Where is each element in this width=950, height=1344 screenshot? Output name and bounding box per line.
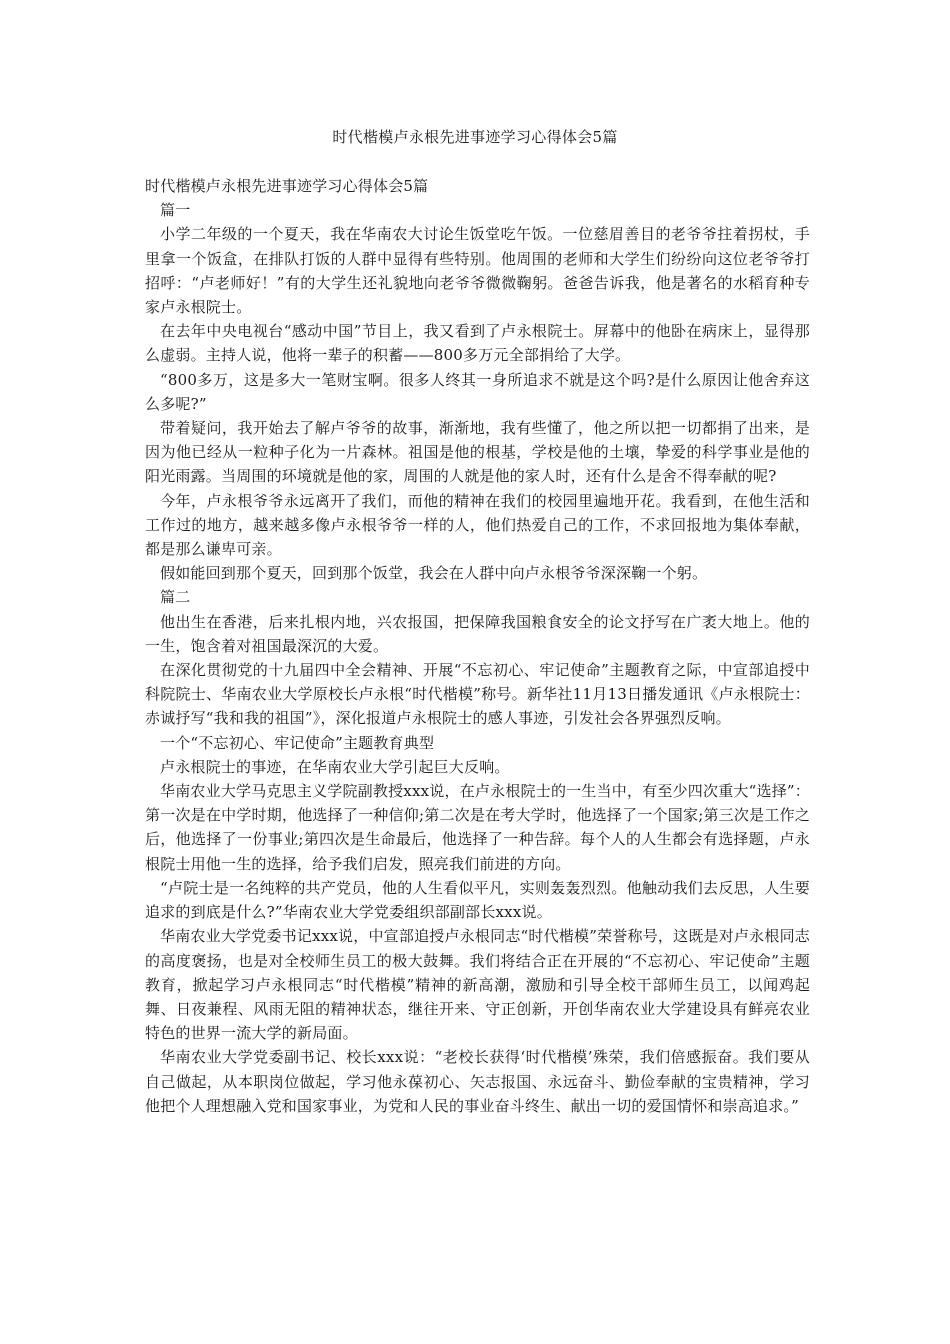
body-paragraph: “卢院士是一名纯粹的共产党员，他的人生看似平凡，实则轰轰烈烈。他触动我们去反思，人生要追求的到底是什么?”华南农业大学党委组织部副部长xxx说。 bbox=[145, 878, 810, 922]
body-paragraph: 他出生在香港，后来扎根内地，兴农报国，把保障我国粮食安全的论文抒写在广袤大地上。他的一生，饱含着对祖国最深沉的大爱。 bbox=[145, 612, 810, 655]
body-paragraph: 带着疑问，我开始去了解卢爷爷的故事，渐渐地，我有些懂了，他之所以把一切都捐了出来，是因为他已经从一粒种子化为一片森林。祖国是他的根基，学校是他的土壤，挚爱的科学事业是他的阳光雨露。当周围的环境就是他的家，周围的人就是他的家人时，还有什么是舍不得奉献的呢? bbox=[145, 419, 810, 486]
section-heading: 篇二 bbox=[160, 588, 191, 607]
body-paragraph: 卢永根院士的事迹，在华南农业大学引起巨大反响。 bbox=[160, 757, 510, 776]
body-paragraph: 今年，卢永根爷爷永远离开了我们，而他的精神在我们的校园里遍地开花。我看到，在他生活和工作过的地方，越来越多像卢永根爷爷一样的人，他们热爱自己的工作，不求回报地为集体奉献，都是那么谦卑可亲。 bbox=[145, 491, 810, 559]
body-paragraph: 在去年中央电视台“感动中国”节目上，我又看到了卢永根院士。屏幕中的他卧在病床上，显得那么虚弱。主持人说，他将一辈子的积蓄——800多万元全部捐给了大学。 bbox=[145, 322, 810, 365]
body-paragraph: 在深化贯彻党的十九届四中全会精神、开展“不忘初心、牢记使命”主题教育之际，中宣部追授中科院院士、华南农业大学原校长卢永根“时代楷模”称号。新华社11月13日播发通讯《卢永根院士：赤诚抒写“我和我的祖国”》，深化报道卢永根院士的感人事迹，引发社会各界强烈反响。 bbox=[145, 661, 810, 728]
document-body bbox=[145, 174, 810, 1118]
body-paragraph: 假如能回到那个夏天，回到那个饭堂，我会在人群中向卢永根爷爷深深鞠一个躬。 bbox=[160, 564, 708, 583]
body-paragraph: 华南农业大学党委书记xxx说，中宣部追授卢永根同志“时代楷模”荣誉称号，这既是对卢永根同志的高度褒扬，也是对全校师生员工的极大鼓舞。我们将结合正在开展的“不忘初心、牢记使命”主题教育，掀起学习卢永根同志“时代楷模”精神的新高潮，激励和引导全校干部师生员工，以闻鸡起舞、日夜兼程、风雨无阻的精神状态，继往开来、守正创新，开创华南农业大学建设具有鲜亮农业特色的世界一流大学的新局面。 bbox=[145, 927, 810, 1043]
body-paragraph: 一个“不忘初心、牢记使命”主题教育典型 bbox=[160, 733, 435, 752]
document-subtitle: 时代楷模卢永根先进事迹学习心得体会5篇 bbox=[145, 177, 429, 195]
body-paragraph: 小学二年级的一个夏天，我在华南农大讨论生饭堂吃午饭。一位慈眉善目的老爷爷拄着拐杖，手里拿一个饭盒，在排队打饭的人群中显得有些特别。他周围的老师和大学生们纷纷向这位老爷爷打招呼：“卢老师好！”有的大学生还礼貌地向老爷爷微微鞠躬。爸爸告诉我，他是著名的水稻育种专家卢永根院士。 bbox=[145, 225, 810, 317]
section-heading: 篇一 bbox=[160, 201, 191, 220]
body-paragraph: “800多万，这是多大一笔财宝啊。很多人终其一身所追求不就是这个吗?是什么原因让他舍弃这么多呢?” bbox=[145, 370, 810, 413]
body-paragraph: 华南农业大学党委副书记、校长xxx说：“老校长获得‘时代楷模’殊荣，我们倍感振奋。我们要从自己做起，从本职岗位做起，学习他永葆初心、矢志报国、永远奋斗、勤俭奉献的宝贵精神，学习他把个人理想融入党和国家事业，为党和人民的事业奋斗终生、献出一切的爱国情怀和崇高追求。” bbox=[145, 1048, 810, 1115]
body-paragraph: 华南农业大学马克思主义学院副教授xxx说，在卢永根院士的一生当中，有至少四次重大“选择”：第一次是在中学时期，他选择了一种信仰;第二次是在考大学时，他选择了一个国家;第三次是工作之后，他选择了一份事业;第四次是生命最后，他选择了一种告辞。每个人的人生都会有选择题，卢永根院士用他一生的选择，给予我们启发，照亮我们前进的方向。 bbox=[145, 782, 810, 873]
document-title: 时代楷模卢永根先进事迹学习心得体会5篇 bbox=[332, 128, 618, 146]
